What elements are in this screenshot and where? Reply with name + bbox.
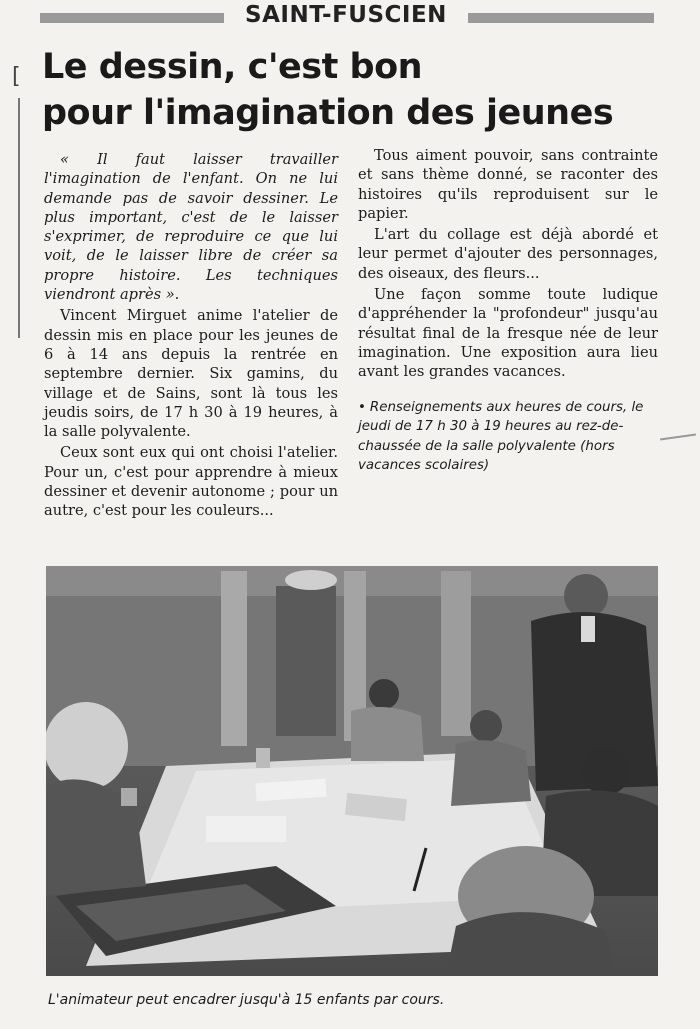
rubric-town-name: SAINT-FUSCIEN [245, 2, 447, 28]
article-paragraph-4: L'art du collage est déjà abordé et leur permet d'ajouter des personnages, des oiseaux, des fleurs... [358, 226, 658, 282]
margin-scratch [660, 434, 696, 441]
photo-caption: L'animateur peut encadrer jusqu'à 15 enfants par cours. [48, 992, 445, 1008]
rubric-bar-right [468, 13, 654, 23]
info-box [358, 398, 658, 476]
article-photo [46, 566, 658, 976]
bullet-icon: • [358, 399, 366, 415]
article-paragraph-3: Tous aiment pouvoir, sans contrainte et sans thème donné, se raconter des histoires qu'ils reproduisent sur le papier. [358, 147, 658, 222]
headline-line-1: Le dessin, c'est bon [42, 47, 423, 87]
article-column-left [44, 150, 338, 521]
photo-illustration [46, 566, 658, 976]
rubric-bar-left [40, 13, 224, 23]
article-quote: « Il faut laisser travailler l'imagination de l'enfant. On ne lui demande pas de savoir dessiner. Le plus important, c'est de le laisser s'exprimer, de reproduire ce que lui voit, de le laisser libre de créer sa propre histoire. Les techniques viendront après ». [44, 151, 338, 304]
article-paragraph-1: Vincent Mirguet anime l'atelier de dessin mis en place pour les jeunes de 6 à 14 ans depuis la rentrée en septembre dernier. Six gamins, du village et de Sains, sont là tous les jeudis soirs, de 17 h 30 à 19 heures, à la salle polyvalente. [44, 307, 338, 441]
article-column-right [358, 146, 658, 476]
margin-rule [18, 98, 20, 338]
margin-mark: [ [12, 64, 21, 89]
section-rubric [40, 4, 660, 28]
info-text: Renseignements aux heures de cours, le jeudi de 17 h 30 à 19 heures au rez-de-chaussée de la salle polyvalente (hors vacances scolaires) [358, 399, 644, 474]
headline-line-2: pour l'imagination des jeunes [42, 93, 614, 133]
headline [42, 44, 682, 136]
article-paragraph-5: Une façon somme toute ludique d'appréhender la "profondeur" jusqu'au résultat final de la fresque née de leur imagination. Une exposition aura lieu avant les grandes vacances. [358, 286, 658, 381]
article-paragraph-2: Ceux sont eux qui ont choisi l'atelier. Pour un, c'est pour apprendre à mieux dessiner et devenir autonome ; pour un autre, c'est pour les couleurs... [44, 444, 338, 520]
